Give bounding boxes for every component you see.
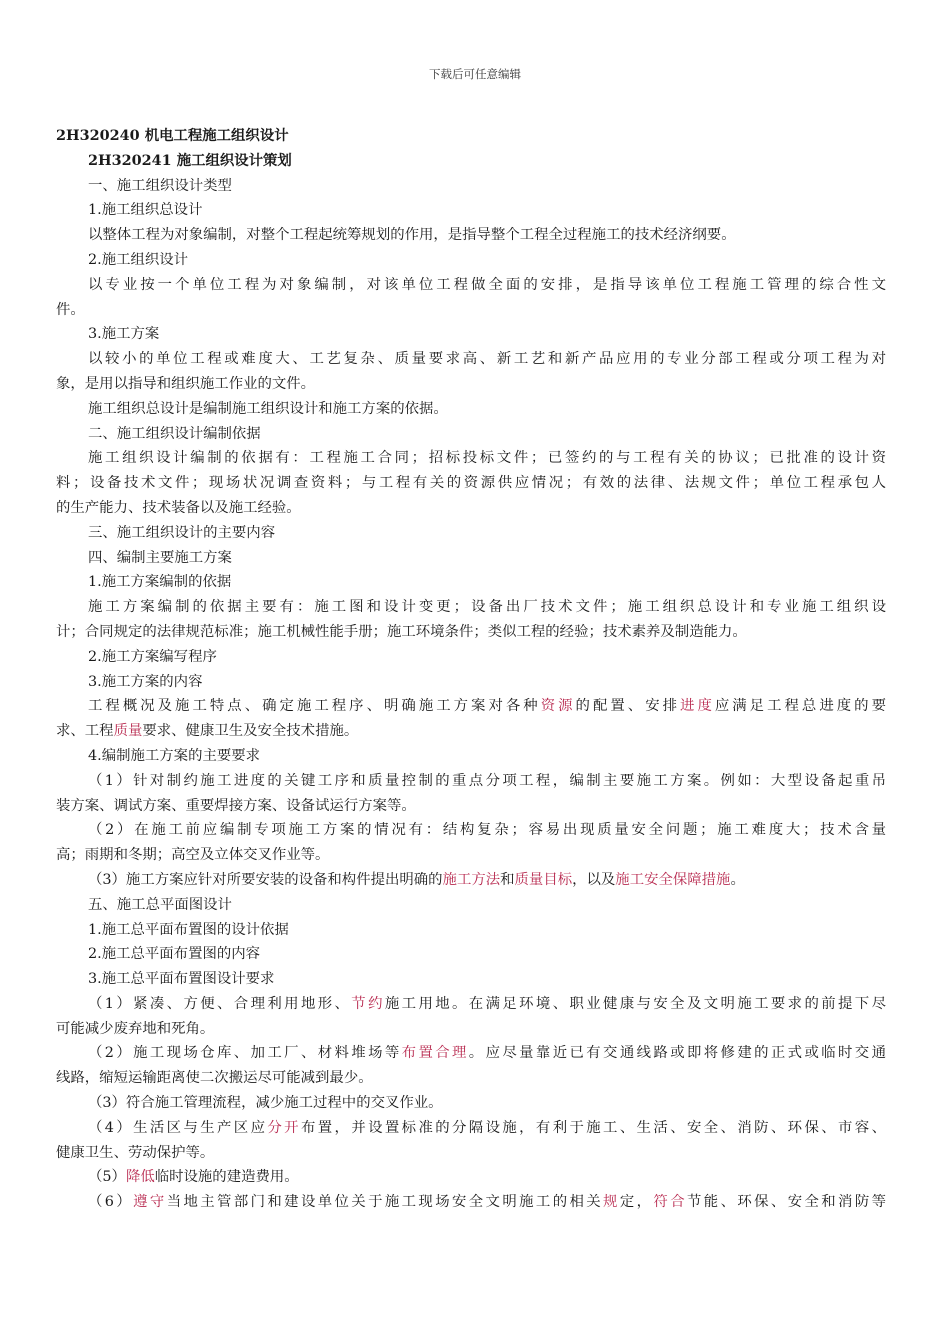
text-segment: 线路，缩短运输距离使二次搬运尽可能减到最少。 [56,1070,373,1087]
text-segment: 二、施工组织设计编制依据 [88,425,261,442]
text-segment: 可能减少废弃地和死角。 [56,1020,215,1037]
text-line [56,471,886,496]
text-line [56,496,886,521]
text-line [56,273,886,298]
text-segment: 要求、健康卫生及安全技术措施。 [142,723,359,740]
highlighted-term: 遵守 [133,1194,167,1211]
text-line [56,992,886,1017]
highlighted-term: 分开 [267,1119,301,1136]
text-line [56,719,886,744]
text-segment: 应满足工程总进度的要 [714,698,886,715]
highlighted-term: 施工方法 [442,871,501,888]
text-segment: 三、施工组织设计的主要内容 [88,524,276,541]
text-segment: 四、编制主要施工方案 [88,549,232,566]
text-line [56,546,886,571]
text-segment: （2）施工现场仓库、加工厂、材料堆场等 [88,1045,402,1062]
text-line [56,1017,886,1042]
highlighted-term: 符合 [653,1194,687,1211]
text-segment: 装方案、调试方案、重要焊接方案、设备试运行方案等。 [56,797,416,814]
text-segment: （6） [88,1194,134,1211]
text-segment: （3）符合施工管理流程，减少施工过程中的交叉作业。 [88,1095,443,1112]
text-line [56,372,886,397]
text-segment: 以专业按一个单位工程为对象编制，对该单位工程做全面的安排，是指导该单位工程施工管理的综合性文 [88,276,886,293]
text-segment: 料；设备技术文件；现场状况调查资料；与工程有关的资源供应情况；有效的法律、法规文件；单位工程承包人 [56,475,886,492]
text-line [56,918,886,943]
text-segment: （5） [88,1169,126,1186]
text-line [56,223,886,248]
text-segment: 的生产能力、技术装备以及施工经验。 [56,499,301,516]
text-segment: 4.编制施工方案的主要要求 [88,747,261,764]
text-line [56,645,886,670]
text-segment: 2.施工组织设计 [88,251,189,268]
text-line [56,769,886,794]
text-line [56,1141,886,1166]
text-segment: 施工用地。在满足环境、职业健康与安全及文明施工要求的前提下尽 [384,995,886,1012]
highlighted-term: 规 [603,1194,620,1211]
text-line [56,248,886,273]
text-line [56,198,886,223]
text-line [56,967,886,992]
text-segment: 的配置、安排 [575,698,681,715]
text-segment: 。应尽量靠近已有交通线路或即将修建的正式或临时交通 [468,1045,886,1062]
text-segment: 2.施工方案编写程序 [88,648,217,665]
text-line [56,818,886,843]
document-body [56,124,886,1215]
highlighted-term: 资源 [540,698,576,715]
text-segment: 象，是用以指导和组织施工作业的文件。 [56,375,316,392]
text-segment: 高；雨期和冬期；高空及立体交叉作业等。 [56,847,330,864]
text-line [56,893,886,918]
highlighted-term: 质量目标 [514,871,573,888]
text-segment: 。 [730,871,745,888]
text-line [56,1165,886,1190]
text-segment: 五、施工总平面图设计 [88,896,232,913]
text-segment: （3）施工方案应针对所要安装的设备和构件提出明确的 [88,871,443,888]
text-segment: 和 [500,871,515,888]
text-line [56,1066,886,1091]
text-line [56,843,886,868]
text-line [56,298,886,323]
highlighted-term: 质量 [113,723,143,740]
text-line [56,1041,886,1066]
text-line [56,397,886,422]
text-line [56,942,886,967]
text-line [56,521,886,546]
text-segment: （2）在施工前应编制专项施工方案的情况有：结构复杂；容易出现质量安全问题；施工难度大；技术含量 [88,822,886,839]
highlighted-term: 进度 [680,698,715,715]
highlighted-term: 节约 [351,995,385,1012]
text-segment: 1.施工方案编制的依据 [88,574,232,591]
text-line [56,794,886,819]
text-line [56,1190,886,1215]
text-segment: 3.施工方案 [88,326,160,343]
text-line [56,868,886,893]
text-segment: 1.施工组织总设计 [88,202,203,219]
text-segment: 2.施工总平面布置图的内容 [88,946,261,963]
highlighted-term: 施工安全保障措施 [615,871,731,888]
text-segment: 节能、环保、安全和消防等 [687,1194,886,1211]
text-segment: 以整体工程为对象编制，对整个工程起统筹规划的作用，是指导整个工程全过程施工的技术经济纲要。 [88,227,736,244]
text-segment: 当地主管部门和建设单位关于施工现场安全文明施工的相关 [166,1194,604,1211]
section-title: 2H320240 机电工程施工组织设计 [56,127,289,144]
text-segment: （1）针对制约施工进度的关键工序和质量控制的重点分项工程，编制主要施工方案。例如：大型设备起重吊 [88,772,886,789]
text-segment: （1）紧凑、方便、合理利用地形、 [88,995,352,1012]
text-segment: 布置，并设置标准的分隔设施，有利于施工、生活、安全、消防、环保、市容、 [300,1119,886,1136]
text-segment: 计；合同规定的法律规范标准；施工机械性能手册；施工环境条件；类似工程的经验；技术素养及制造能力。 [56,623,747,640]
text-line [56,570,886,595]
text-line [56,322,886,347]
text-segment: 健康卫生、劳动保护等。 [56,1144,215,1161]
text-segment: 临时设施的建造费用。 [154,1169,299,1186]
text-segment: 3.施工总平面布置图设计要求 [88,971,275,988]
text-line [56,1116,886,1141]
text-line [56,670,886,695]
text-segment: 一、施工组织设计类型 [88,177,232,194]
text-line [56,595,886,620]
text-line [56,1091,886,1116]
text-segment: 件。 [56,301,85,318]
text-segment: （4）生活区与生产区应 [88,1119,268,1136]
text-line [56,422,886,447]
text-segment: 工程概况及施工特点、确定施工程序、明确施工方案对各种 [88,698,541,715]
text-line [56,620,886,645]
subsection-title: 2H320241 施工组织设计策划 [88,151,292,169]
text-segment: ，以及 [572,871,616,888]
page-header: 下载后可任意编辑 [429,67,521,81]
text-segment: 施工方案编制的依据主要有：施工图和设计变更；设备出厂技术文件；施工组织总设计和专业施工组织设 [88,599,886,616]
text-line [56,744,886,769]
text-segment: 施工组织总设计是编制施工组织设计和施工方案的依据。 [88,400,448,417]
text-segment: 求、工程 [56,723,114,740]
text-segment: 施工组织设计编制的依据有：工程施工合同；招标投标文件；已签约的与工程有关的协议；已批准的设计资 [88,450,886,467]
text-segment: 以较小的单位工程或难度大、工艺复杂、质量要求高、新工艺和新产品应用的专业分部工程或分项工程为对 [88,351,886,368]
text-segment: 定， [619,1194,654,1211]
text-line [56,446,886,471]
text-segment: 3.施工方案的内容 [88,673,203,690]
highlighted-term: 降低 [125,1169,155,1186]
text-segment: 1.施工总平面布置图的设计依据 [88,921,289,938]
text-line [56,347,886,372]
text-line [56,694,886,719]
highlighted-term: 布置合理 [401,1045,469,1062]
text-line [56,174,886,199]
